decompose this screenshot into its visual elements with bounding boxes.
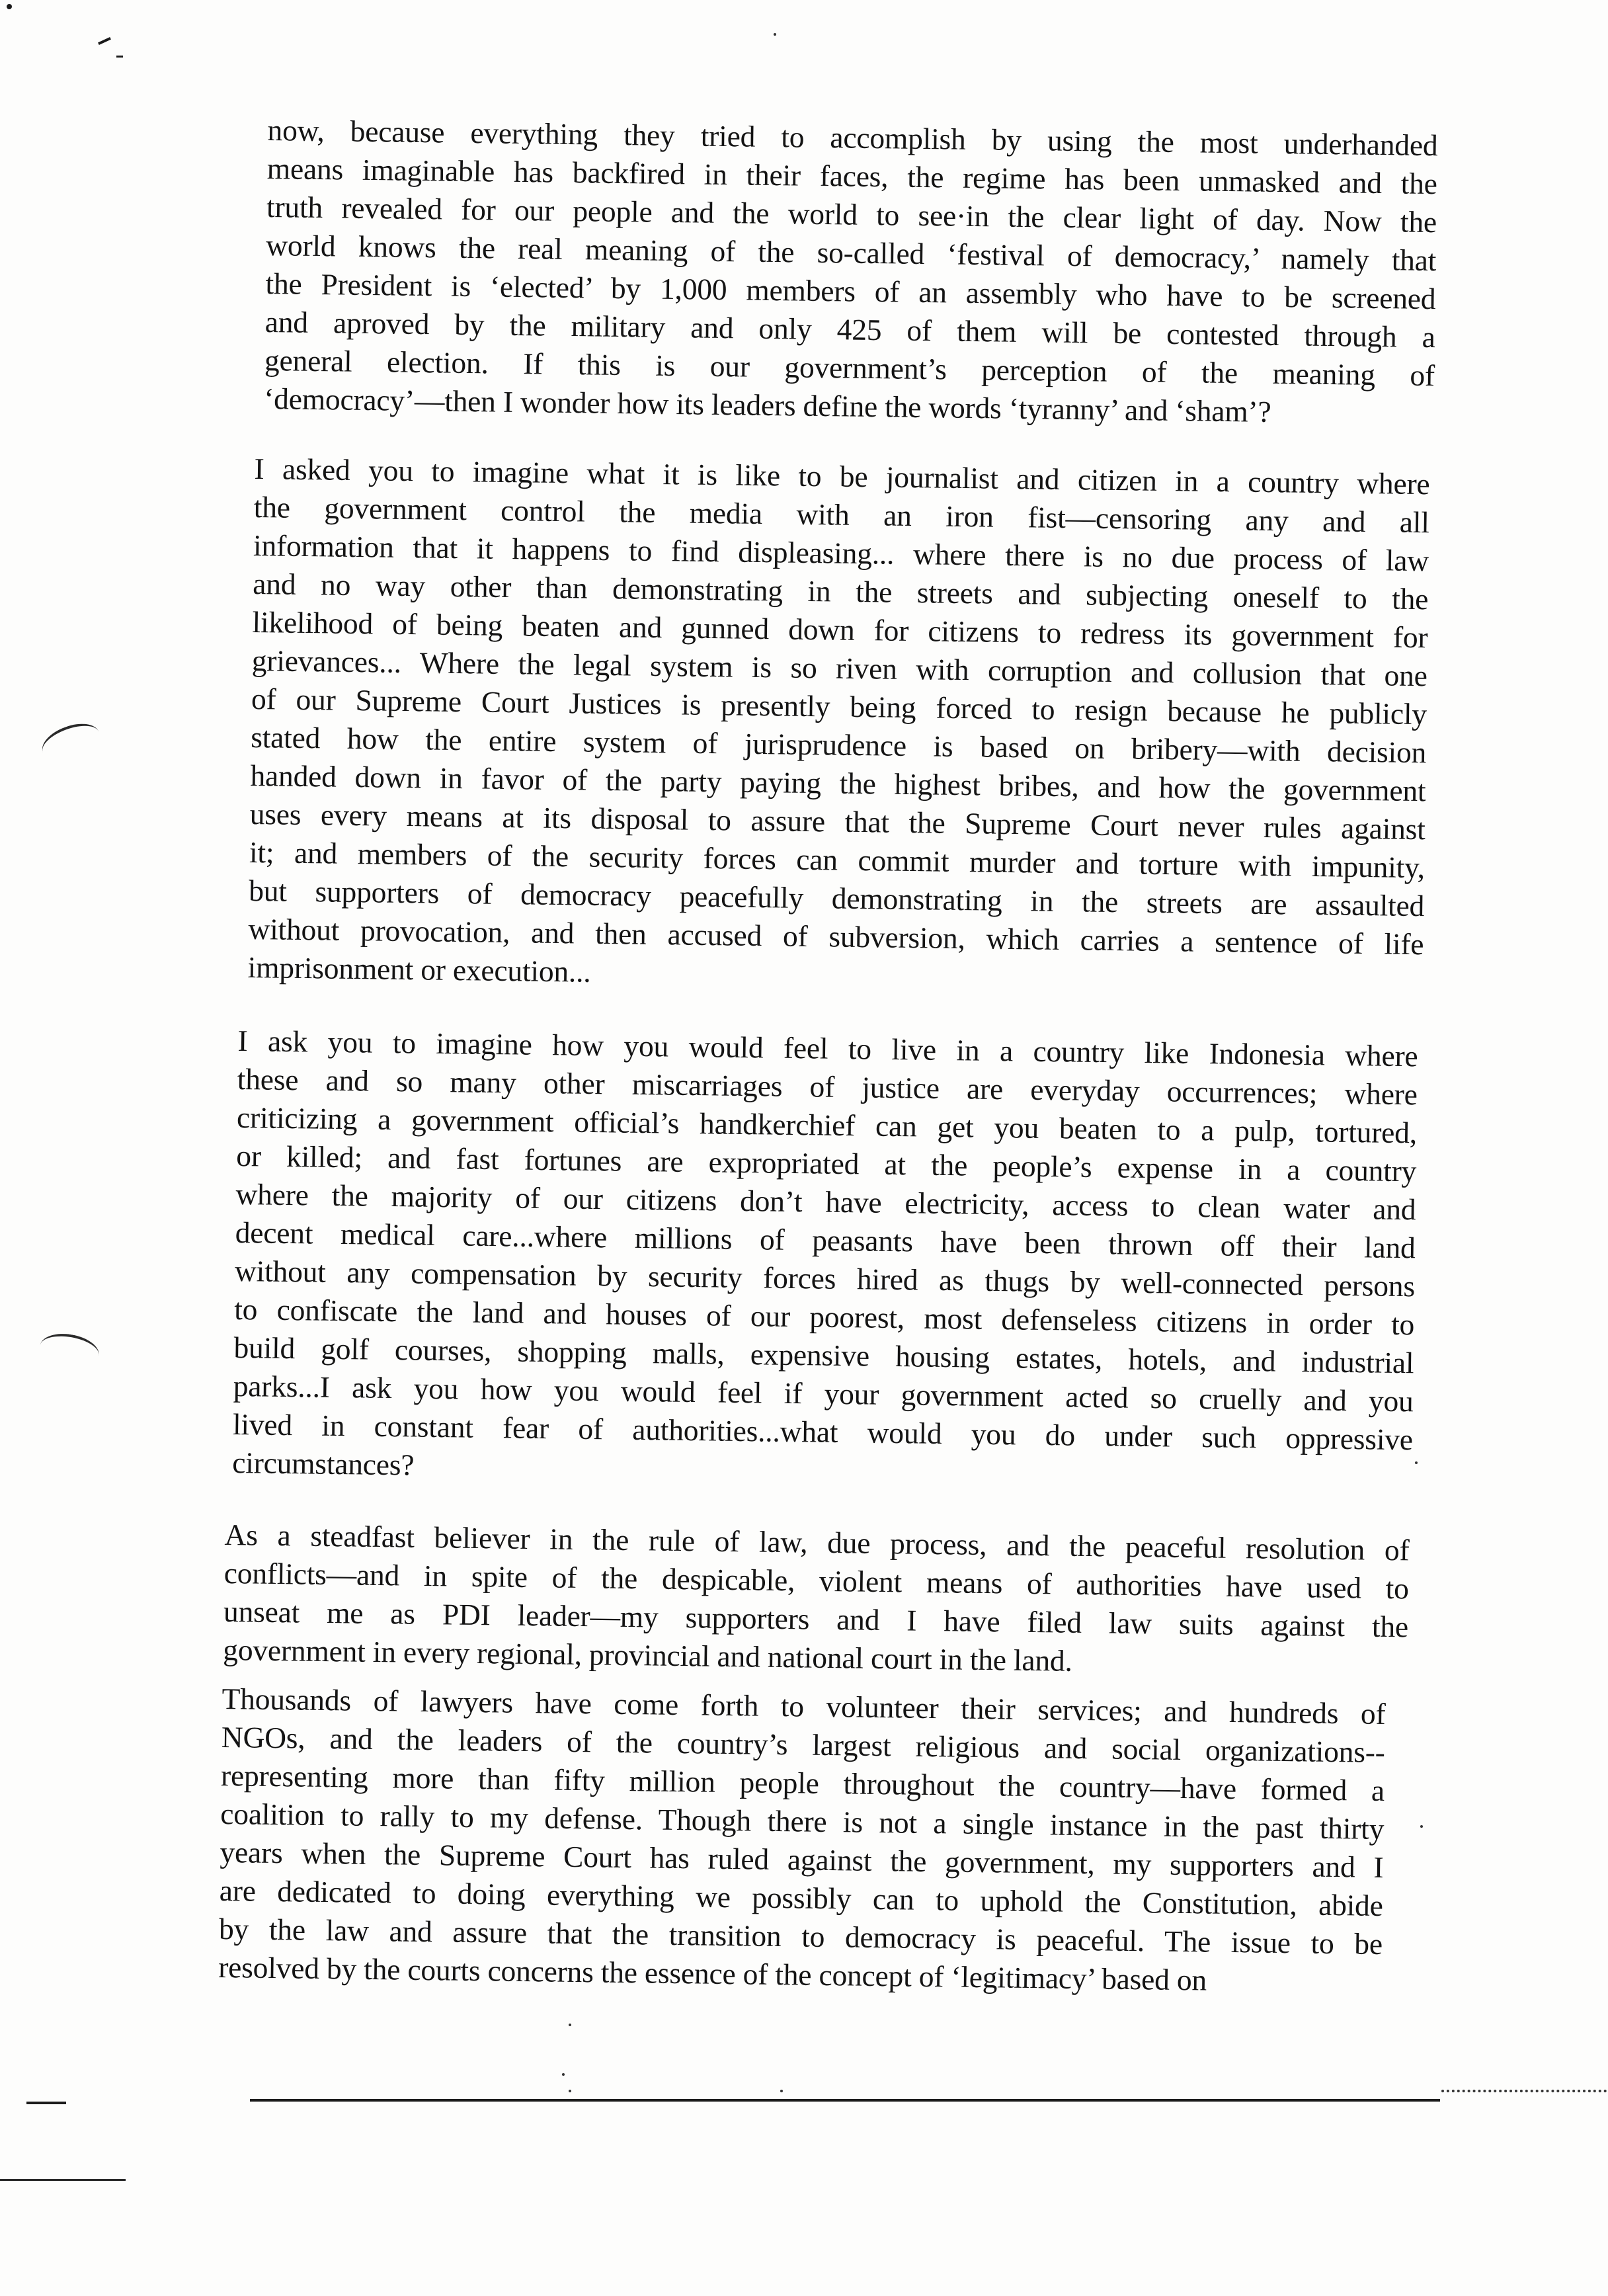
punch-hole-mark [38, 717, 104, 767]
text-line: circumstances? [231, 1445, 415, 1482]
text-line: these and so many other miscarriages of justice are everyday occurrences; where [237, 1061, 1418, 1112]
text-line: unseat me as PDI leader—my supporters and I have filed law suits against the [223, 1594, 1409, 1644]
text-line: parks...I ask you how you would feel if your government acted so cruelly and you [233, 1368, 1414, 1418]
paragraph-4 [223, 1516, 1410, 1684]
text-line: now, because everything they tried to accomplish by using the most underhanded [267, 112, 1438, 163]
scan-speck [116, 56, 123, 58]
paragraph-1 [264, 111, 1438, 433]
text-line: without provocation, and then accused of subversion, which carries a sentence of life [248, 911, 1424, 962]
text-line: stated how the entire system of jurisprudence is based on bribery—with decision [250, 719, 1427, 770]
paragraph-3 [232, 1022, 1418, 1497]
text-line: handed down in favor of the party paying the highest bribes, and how the government [250, 758, 1426, 808]
text-line: the government control the media with an iron fist—censoring any and all [253, 489, 1430, 540]
text-line: and aproved by the military and only 425 of them will be contested through a [264, 304, 1436, 354]
scan-speck [774, 33, 776, 36]
text-line: truth revealed for our people and the world to see·in the clear light of day. Now the [266, 189, 1437, 239]
scan-speck [569, 2090, 571, 2092]
text-line: are dedicated to doing everything we possibly can to uphold the Constitution, abide [219, 1873, 1384, 1923]
text-line: criticizing a government official’s handkerchief can get you beaten to a pulp, tortured, [236, 1100, 1418, 1150]
margin-dash [26, 2102, 66, 2104]
text-line: by the law and assure that the transition to democracy is peaceful. The issue to be [218, 1911, 1383, 1961]
text-line: grievances... Where the legal system is so riven with corruption and collusion that one [251, 643, 1428, 693]
text-line: decent medical care...where millions of peasants have been thrown off their land [235, 1215, 1416, 1265]
text-line: lived in constant fear of authorities...what would you do under such oppressive [232, 1407, 1414, 1457]
text-line: I ask you to imagine how you would feel to live in a country like Indonesia where [237, 1023, 1418, 1073]
text-line: without any compensation by security forces hired as thugs by well-connected persons [234, 1253, 1416, 1303]
text-line: As a steadfast believer in the rule of law, due process, and the peaceful resolution of [224, 1517, 1410, 1567]
text-line: the President is ‘elected’ by 1,000 members of an assembly who have to be screened [265, 266, 1436, 316]
scan-speck [98, 37, 111, 45]
text-line: build golf courses, shopping malls, expensive housing estates, hotels, and industrial [233, 1330, 1414, 1380]
text-line: coalition to rally to my defense. Though there is not a single instance in the past thirty [220, 1796, 1385, 1846]
text-line: or killed; and fast fortunes are expropriated at the people’s expense in a country [236, 1138, 1417, 1188]
text-line: conflicts—and in spite of the despicable, violent means of authorities have used to [223, 1555, 1410, 1606]
text-line: I asked you to imagine what it is like to be journalist and citizen in a country where [254, 451, 1430, 501]
scan-speck [569, 2024, 571, 2026]
text-line: to confiscate the land and houses of our poorest, most defenseless citizens in order to [233, 1292, 1415, 1342]
text-line: general election. If this is our government’s perception of the meaning of [264, 343, 1435, 393]
text-line: government in every regional, provincial and national court in the land. [223, 1632, 1073, 1678]
text-line: but supporters of democracy peacefully demonstrating in the streets are assaulted [248, 873, 1425, 923]
scan-edge-line [0, 2179, 126, 2181]
paragraph-5 [218, 1680, 1386, 2002]
text-line: of our Supreme Court Justices is presently being forced to resign because he publicly [251, 681, 1427, 731]
text-line: information that it happens to find displeasing... where there is no due process of law [253, 528, 1429, 578]
text-line: representing more than fifty million people throughout the country—have formed a [220, 1758, 1385, 1808]
text-line: imprisonment or execution... [247, 950, 591, 989]
text-line: resolved by the courts concerns the essence of the concept of ‘legitimacy’ based on [218, 1949, 1207, 1997]
paragraph-2 [247, 450, 1429, 1002]
text-line: likelihood of being beaten and gunned down for citizens to redress its government for [252, 604, 1428, 655]
text-line: NGOs, and the leaders of the country’s largest religious and social organizations-- [221, 1719, 1386, 1770]
text-line: uses every means at its disposal to assure that the Supreme Court never rules against [249, 796, 1426, 846]
scan-speck [7, 4, 12, 9]
scan-speck [562, 2073, 565, 2076]
footer-rule-dotted-tail [1441, 2090, 1607, 2106]
text-line: and no way other than demonstrating in the streets and subjecting oneself to the [253, 566, 1429, 616]
text-line: world knows the real meaning of the so-called ‘festival of democracy,’ namely that [266, 227, 1437, 278]
text-line: Thousands of lawyers have come forth to volunteer their services; and hundreds of [221, 1681, 1386, 1731]
scan-speck [1420, 1825, 1423, 1828]
footer-rule [250, 2099, 1440, 2102]
scan-speck [1415, 1461, 1418, 1464]
text-line: it; and members of the security forces can commit murder and torture with impunity, [249, 835, 1426, 885]
punch-hole-mark [38, 1330, 102, 1372]
text-line: means imaginable has backfired in their faces, the regime has been unmasked and the [266, 151, 1438, 201]
text-line: ‘democracy’—then I wonder how its leaders define the words ‘tyranny’ and ‘sham’? [263, 381, 1271, 429]
text-line: where the majority of our citizens don’t have electricity, access to clean water and [235, 1176, 1416, 1227]
text-line: years when the Supreme Court has ruled against the government, my supporters and I [220, 1834, 1384, 1885]
scan-speck [780, 2090, 783, 2092]
